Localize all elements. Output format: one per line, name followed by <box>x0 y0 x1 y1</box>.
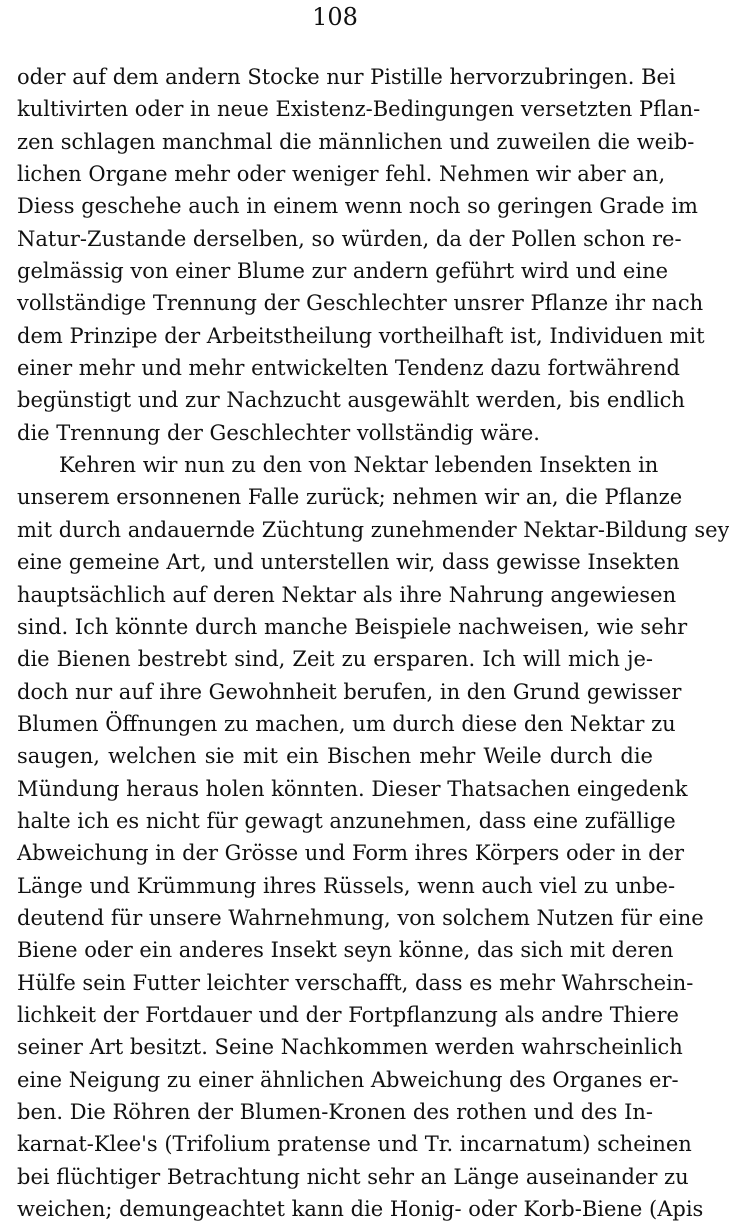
text-line: dem Prinzipe der Arbeitstheilung vortheilhaft ist, Individuen mit <box>17 323 705 348</box>
text-line: Biene oder ein anderes Insekt seyn könne, das sich mit deren <box>17 938 674 963</box>
text-line: bei flüchtiger Betrachtung nicht sehr an Länge auseinander zu <box>17 1164 689 1189</box>
text-line: Blumen Öffnungen zu machen, um durch diese den Nektar zu <box>17 711 676 736</box>
text-line: lichen Organe mehr oder weniger fehl. Nehmen wir aber an, <box>17 162 666 187</box>
text-line: kultivirten oder in neue Existenz-Bedingungen versetzten Pflan- <box>17 97 701 122</box>
page-number: 108 <box>312 3 358 31</box>
text-line: unserem ersonnenen Falle zurück; nehmen wir an, die Pflanze <box>17 485 683 510</box>
text-line: lichkeit der Fortdauer und der Fortpflanzung als andre Thiere <box>17 1002 679 1027</box>
text-line: Länge und Krümmung ihres Rüssels, wenn auch viel zu unbe- <box>17 873 676 898</box>
text-line: oder auf dem andern Stocke nur Pistille hervorzubringen. Bei <box>17 65 676 89</box>
text-line: die Bienen bestrebt sind, Zeit zu ersparen. Ich will mich je- <box>17 647 653 672</box>
text-line: Natur-Zustande derselben, so würden, da der Pollen schon re- <box>17 226 682 251</box>
text-line: doch nur auf ihre Gewohnheit berufen, in den Grund gewisser <box>17 679 682 704</box>
body-text <box>17 61 729 1225</box>
text-line: gelmässig von einer Blume zur andern geführt wird und eine <box>17 259 669 284</box>
text-line: eine gemeine Art, und unterstellen wir, dass gewisse Insekten <box>17 550 680 575</box>
text-line: deutend für unsere Wahrnehmung, von solchem Nutzen für eine <box>17 905 704 930</box>
paragraph-last-line: die Trennung der Geschlechter vollständig wäre. <box>17 420 540 445</box>
paragraph-first-line: Kehren wir nun zu den von Nektar lebenden Insekten in <box>59 453 659 478</box>
text-line: begünstigt und zur Nachzucht ausgewählt werden, bis endlich <box>17 388 685 413</box>
text-line: ben. Die Röhren der Blumen-Kronen des rothen und des In- <box>17 1100 653 1124</box>
text-line: seiner Art besitzt. Seine Nachkommen werden wahrscheinlich <box>17 1035 683 1060</box>
text-line: weichen; demungeachtet kann die Honig- oder Korb-Biene (Apis <box>17 1197 704 1222</box>
text-line: Mündung heraus holen könnten. Dieser Thatsachen eingedenk <box>17 776 688 801</box>
text-line: vollständige Trennung der Geschlechter unsrer Pflanze ihr nach <box>17 291 704 316</box>
text-line: Hülfe sein Futter leichter verschafft, dass es mehr Wahrschein- <box>17 970 694 995</box>
text-line: saugen, welchen sie mit ein Bischen mehr Weile durch die <box>17 744 653 769</box>
text-line: zen schlagen manchmal die männlichen und zuweilen die weib- <box>17 129 695 154</box>
text-line: halte ich es nicht für gewagt anzunehmen, dass eine zufällige <box>17 808 676 833</box>
text-line: einer mehr und mehr entwickelten Tendenz dazu fortwährend <box>17 356 680 381</box>
text-line: mit durch andauernde Züchtung zunehmender Nektar-Bildung sey <box>17 517 729 542</box>
text-line: eine Neigung zu einer ähnlichen Abweichung des Organes er- <box>17 1067 679 1092</box>
text-line: karnat-Klee's (Trifolium pratense und Tr. incarnatum) scheinen <box>17 1132 692 1157</box>
text-line: Abweichung in der Grösse und Form ihres Körpers oder in der <box>17 841 685 866</box>
text-line: hauptsächlich auf deren Nektar als ihre Nahrung angewiesen <box>17 582 677 607</box>
text-line: sind. Ich könnte durch manche Beispiele nachweisen, wie sehr <box>17 614 688 639</box>
text-line: Diess geschehe auch in einem wenn noch so geringen Grade im <box>17 194 698 219</box>
